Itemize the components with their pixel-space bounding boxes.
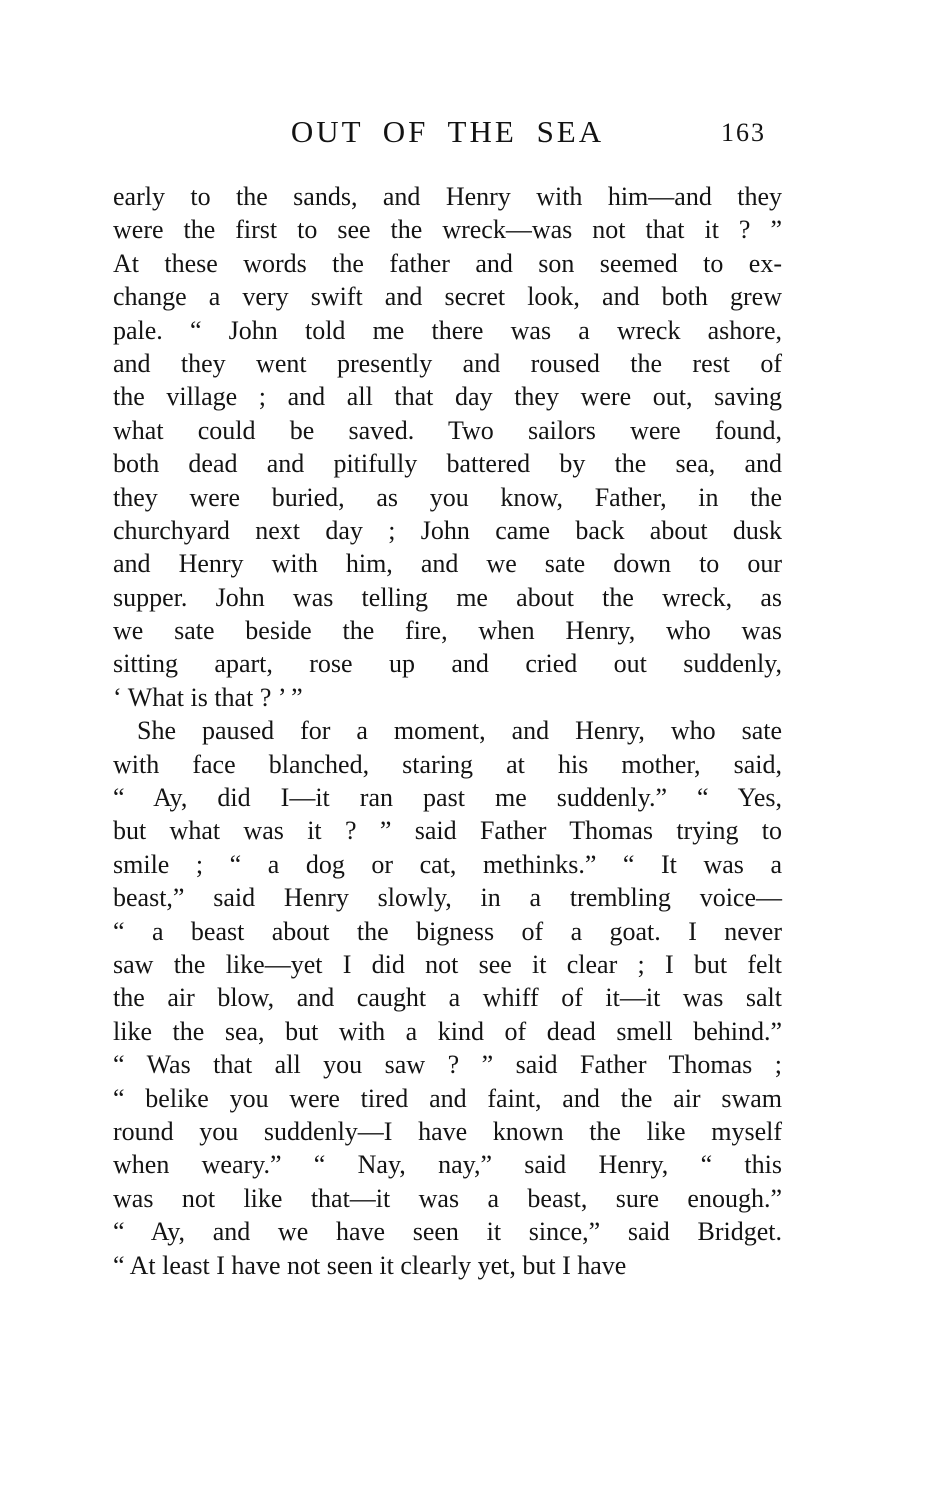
text-line: “ Ay, did I—it ran past me suddenly.” “ Yes, <box>113 783 782 813</box>
text-line: “ Was that all you saw ? ” said Father Thomas ; <box>113 1050 782 1080</box>
text-line: At these words the father and son seemed to ex- <box>113 248 782 278</box>
text-line: and they went presently and roused the rest of <box>113 348 782 378</box>
page-number: 163 <box>721 118 766 147</box>
text-line: sitting apart, rose up and cried out suddenly, <box>113 649 782 679</box>
text-line: we sate beside the fire, when Henry, who was <box>113 616 782 646</box>
text-line: they were buried, as you know, Father, in the <box>113 482 782 512</box>
text-line: “ At least I have not seen it clearly yet, but I have <box>113 1250 627 1280</box>
text-line: but what was it ? ” said Father Thomas trying to <box>113 816 782 846</box>
text-line: early to the sands, and Henry with him—and they <box>113 182 782 211</box>
text-line: what could be saved. Two sailors were found, <box>113 415 782 445</box>
text-line: ‘ What is that ? ’ ” <box>113 682 303 712</box>
running-title: OUT OF THE SEA <box>290 114 605 149</box>
text-line: change a very swift and secret look, and both grew <box>113 282 782 312</box>
text-line: was not like that—it was a beast, sure enough.” <box>113 1183 782 1213</box>
text-line: the village ; and all that day they were out, saving <box>113 382 782 412</box>
text-line: beast,” said Henry slowly, in a trembling voice— <box>113 883 782 913</box>
text-line: with face blanched, staring at his mother, said, <box>113 749 782 779</box>
text-line: saw the like—yet I did not see it clear ; I but felt <box>113 949 782 979</box>
text-line: were the first to see the wreck—was not that it ? ” <box>113 215 782 245</box>
page-header <box>113 114 782 154</box>
text-line: the air blow, and caught a whiff of it—it was salt <box>113 983 782 1013</box>
text-line: round you suddenly—I have known the like myself <box>113 1116 782 1146</box>
page-body <box>113 180 782 1282</box>
text-line: when weary.” “ Nay, nay,” said Henry, “ this <box>113 1150 782 1180</box>
text-line: smile ; “ a dog or cat, methinks.” “ It was a <box>113 849 782 879</box>
text-line: pale. “ John told me there was a wreck ashore, <box>113 315 782 345</box>
text-line: churchyard next day ; John came back about dusk <box>113 515 782 545</box>
text-line: “ belike you were tired and faint, and the air swam <box>113 1083 782 1113</box>
text-line: both dead and pitifully battered by the sea, and <box>113 449 782 479</box>
text-line: like the sea, but with a kind of dead smell behind.” <box>113 1016 782 1046</box>
text-line: and Henry with him, and we sate down to our <box>113 549 782 579</box>
text-line: “ Ay, and we have seen it since,” said Bridget. <box>113 1217 782 1247</box>
text-line: supper. John was telling me about the wreck, as <box>113 582 782 612</box>
text-line: “ a beast about the bigness of a goat. I never <box>113 916 782 946</box>
text-line: She paused for a moment, and Henry, who sate <box>137 716 782 746</box>
